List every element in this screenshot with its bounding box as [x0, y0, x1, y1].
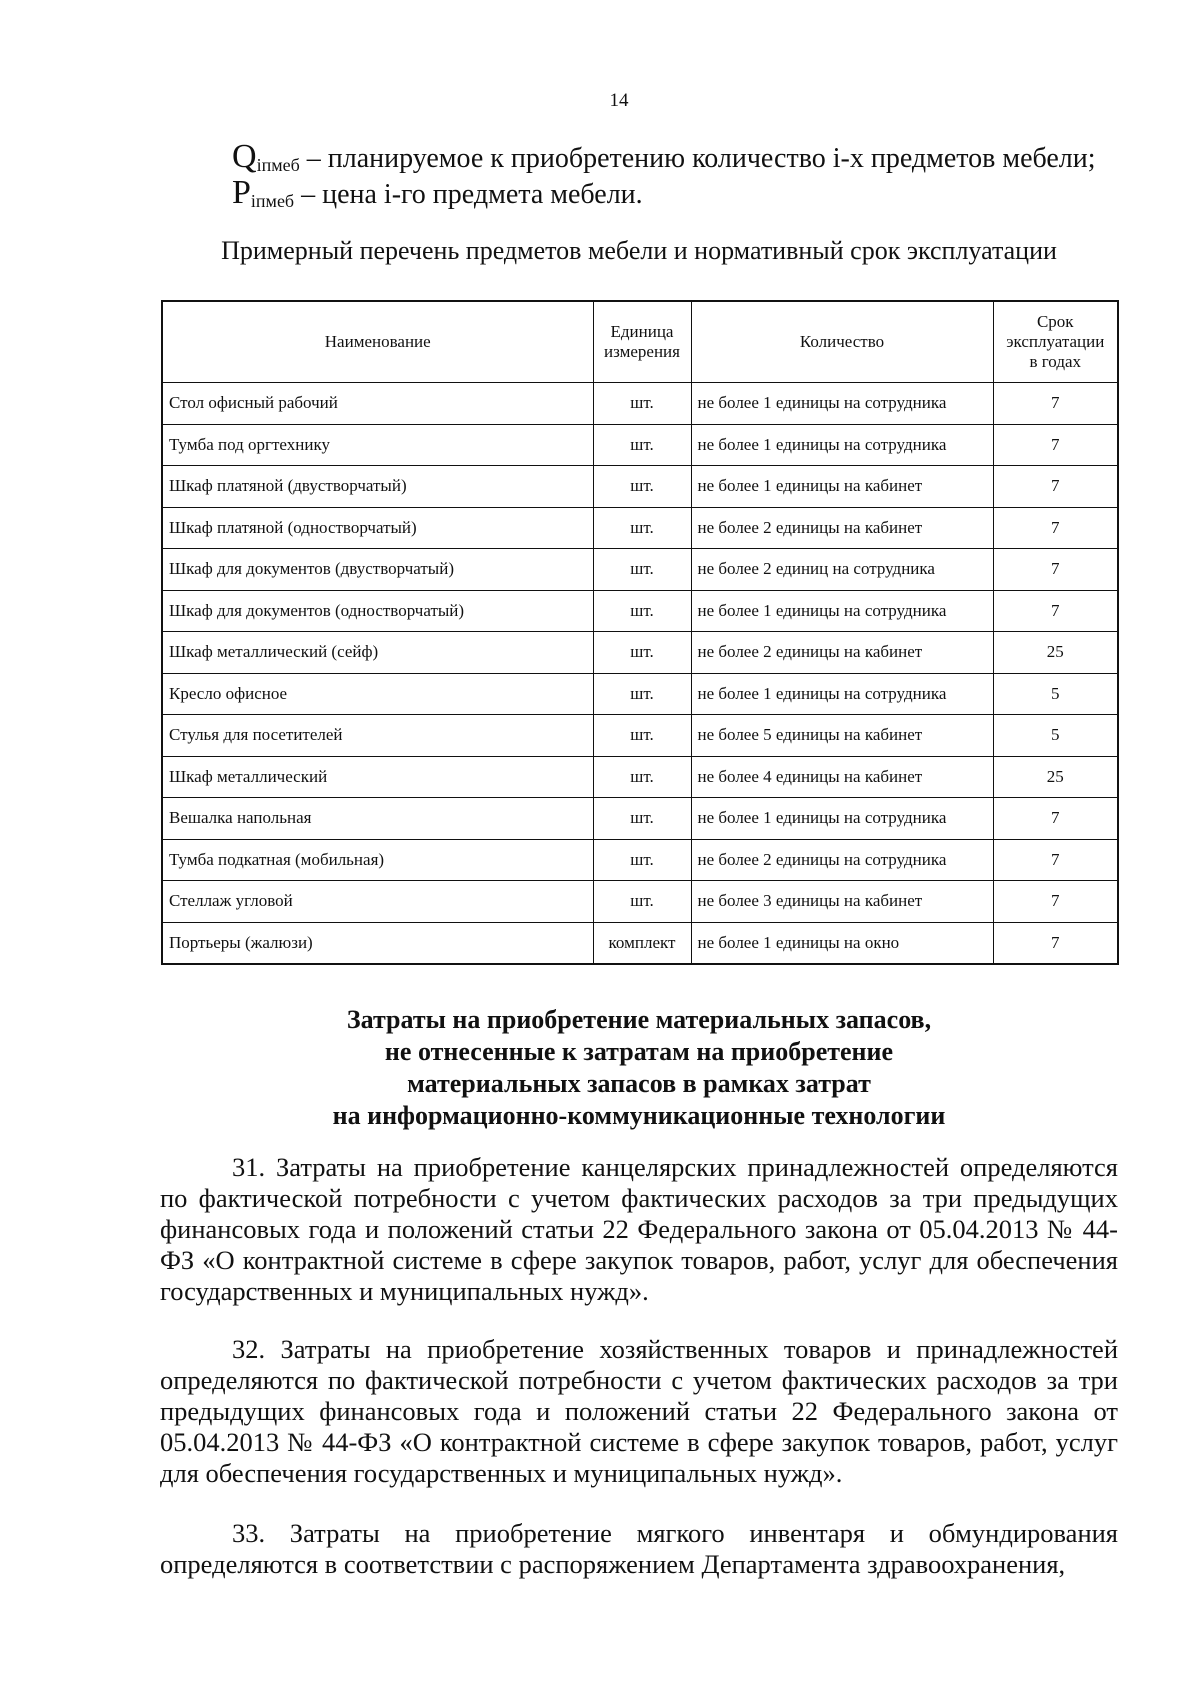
- variable-description: – планируемое к приобретению количество i-х предметов мебели;: [299, 143, 1096, 174]
- cell-life: 7: [993, 590, 1118, 632]
- cell-name: Шкаф металлический (сейф): [162, 632, 593, 674]
- header-unit: [593, 301, 691, 383]
- cell-quantity: не более 2 единицы на сотрудника: [691, 839, 993, 881]
- cell-quantity: не более 1 единицы на кабинет: [691, 466, 993, 508]
- cell-life: 7: [993, 507, 1118, 549]
- cell-unit: шт.: [593, 756, 691, 798]
- cell-unit: шт.: [593, 798, 691, 840]
- cell-name: Стол офисный рабочий: [162, 383, 593, 425]
- cell-life: 7: [993, 466, 1118, 508]
- paragraph-text: 32. Затраты на приобретение хозяйственных товаров и принадлежностей определяются по фактической потребности с учетом фактических расходов за три предыдущих финансовых года и положений статьи 22 Федерального закона от 05.04.2013 № 44-ФЗ «О контрактной системе в сфере закупок товаров, работ, услуг для обеспечения государственных и муниципальных нужд».: [160, 1334, 1118, 1488]
- cell-name: Кресло офисное: [162, 673, 593, 715]
- cell-quantity: не более 1 единицы на сотрудника: [691, 383, 993, 425]
- cell-name: Шкаф для документов (двустворчатый): [162, 549, 593, 591]
- section-heading-line: Затраты на приобретение материальных запасов,: [346, 1005, 932, 1034]
- table-row: [162, 756, 1118, 798]
- cell-life: 7: [993, 881, 1118, 923]
- variable-subscript: iпмеб: [250, 191, 295, 211]
- cell-life: 7: [993, 839, 1118, 881]
- cell-life: 7: [993, 922, 1118, 964]
- cell-unit: шт.: [593, 673, 691, 715]
- table-row: [162, 383, 1118, 425]
- paragraph-text: 31. Затраты на приобретение канцелярских принадлежностей определяются по фактической потребности с учетом фактических расходов за три предыдущих финансовых года и положений статьи 22 Федерального закона от 05.04.2013 № 44-ФЗ «О контрактной системе в сфере закупок товаров, работ, услуг для обеспечения государственных и муниципальных нужд».: [160, 1152, 1118, 1306]
- cell-unit: шт.: [593, 549, 691, 591]
- cell-life: 7: [993, 383, 1118, 425]
- header-quantity: Количество: [691, 301, 993, 383]
- header-unit-line2: измерения: [604, 342, 680, 361]
- cell-quantity: не более 1 единицы на сотрудника: [691, 424, 993, 466]
- table-header-row: [162, 301, 1118, 383]
- variable-subscript: iпмеб: [256, 155, 300, 175]
- cell-name: Тумба подкатная (мобильная): [162, 839, 593, 881]
- table-row: [162, 673, 1118, 715]
- cell-unit: шт.: [593, 632, 691, 674]
- table-row: [162, 507, 1118, 549]
- cell-life: 7: [993, 549, 1118, 591]
- header-name: Наименование: [162, 301, 593, 383]
- cell-name: Стулья для посетителей: [162, 715, 593, 757]
- section-heading-line: материальных запасов в рамках затрат: [407, 1069, 871, 1098]
- table-row: [162, 590, 1118, 632]
- cell-life: 7: [993, 424, 1118, 466]
- cell-quantity: не более 1 единицы на сотрудника: [691, 798, 993, 840]
- header-unit-line1: Единица: [610, 322, 674, 341]
- table-row: [162, 839, 1118, 881]
- section-heading-line: на информационно-коммуникационные технологии: [332, 1101, 946, 1130]
- paragraph-31: [160, 1152, 1118, 1307]
- cell-unit: шт.: [593, 507, 691, 549]
- table-row: [162, 424, 1118, 466]
- table-row: [162, 715, 1118, 757]
- table-row: [162, 549, 1118, 591]
- cell-name: Шкаф для документов (одностворчатый): [162, 590, 593, 632]
- page-number: 14: [609, 90, 629, 111]
- cell-life: 5: [993, 715, 1118, 757]
- header-life-line1: Срок: [1036, 312, 1074, 331]
- cell-unit: шт.: [593, 383, 691, 425]
- cell-quantity: не более 4 единицы на кабинет: [691, 756, 993, 798]
- variable-symbol: P: [232, 174, 251, 211]
- cell-quantity: не более 2 единицы на кабинет: [691, 632, 993, 674]
- paragraph-33: [160, 1518, 1118, 1580]
- cell-name: Вешалка напольная: [162, 798, 593, 840]
- cell-life: 7: [993, 798, 1118, 840]
- table-row: [162, 881, 1118, 923]
- section-heading: [160, 1004, 1118, 1132]
- header-life: [993, 301, 1118, 383]
- cell-quantity: не более 1 единицы на окно: [691, 922, 993, 964]
- cell-name: Стеллаж угловой: [162, 881, 593, 923]
- cell-quantity: не более 3 единицы на кабинет: [691, 881, 993, 923]
- cell-quantity: не более 5 единицы на кабинет: [691, 715, 993, 757]
- cell-name: Тумба под оргтехнику: [162, 424, 593, 466]
- cell-name: Шкаф платяной (одностворчатый): [162, 507, 593, 549]
- cell-unit: шт.: [593, 881, 691, 923]
- variable-symbol: Q: [232, 138, 257, 175]
- cell-unit: шт.: [593, 466, 691, 508]
- paragraph-32: [160, 1334, 1118, 1489]
- cell-quantity: не более 1 единицы на сотрудника: [691, 673, 993, 715]
- table-row: [162, 798, 1118, 840]
- cell-unit: шт.: [593, 715, 691, 757]
- paragraph-text: 33. Затраты на приобретение мягкого инвентаря и обмундирования определяются в соответствии с распоряжением Департамента здравоохранения,: [160, 1518, 1118, 1579]
- table-row: [162, 466, 1118, 508]
- cell-name: Портьеры (жалюзи): [162, 922, 593, 964]
- table-row: [162, 922, 1118, 964]
- variable-description: – цена i-го предмета мебели.: [294, 179, 643, 210]
- section-heading-line: не отнесенные к затратам на приобретение: [384, 1037, 894, 1066]
- table-row: [162, 632, 1118, 674]
- cell-life: 25: [993, 756, 1118, 798]
- header-life-line2: эксплуатации: [1006, 332, 1105, 351]
- table-caption: Примерный перечень предметов мебели и нормативный срок эксплуатации: [221, 236, 1057, 265]
- cell-life: 5: [993, 673, 1118, 715]
- cell-unit: шт.: [593, 424, 691, 466]
- header-life-line3: в годах: [1029, 352, 1082, 371]
- cell-quantity: не более 2 единиц на сотрудника: [691, 549, 993, 591]
- cell-quantity: не более 1 единицы на сотрудника: [691, 590, 993, 632]
- furniture-table: [161, 300, 1119, 965]
- cell-unit: комплект: [593, 922, 691, 964]
- variable-definition-p: [232, 176, 643, 218]
- cell-quantity: не более 2 единицы на кабинет: [691, 507, 993, 549]
- cell-name: Шкаф платяной (двустворчатый): [162, 466, 593, 508]
- cell-unit: шт.: [593, 590, 691, 632]
- cell-life: 25: [993, 632, 1118, 674]
- cell-unit: шт.: [593, 839, 691, 881]
- cell-name: Шкаф металлический: [162, 756, 593, 798]
